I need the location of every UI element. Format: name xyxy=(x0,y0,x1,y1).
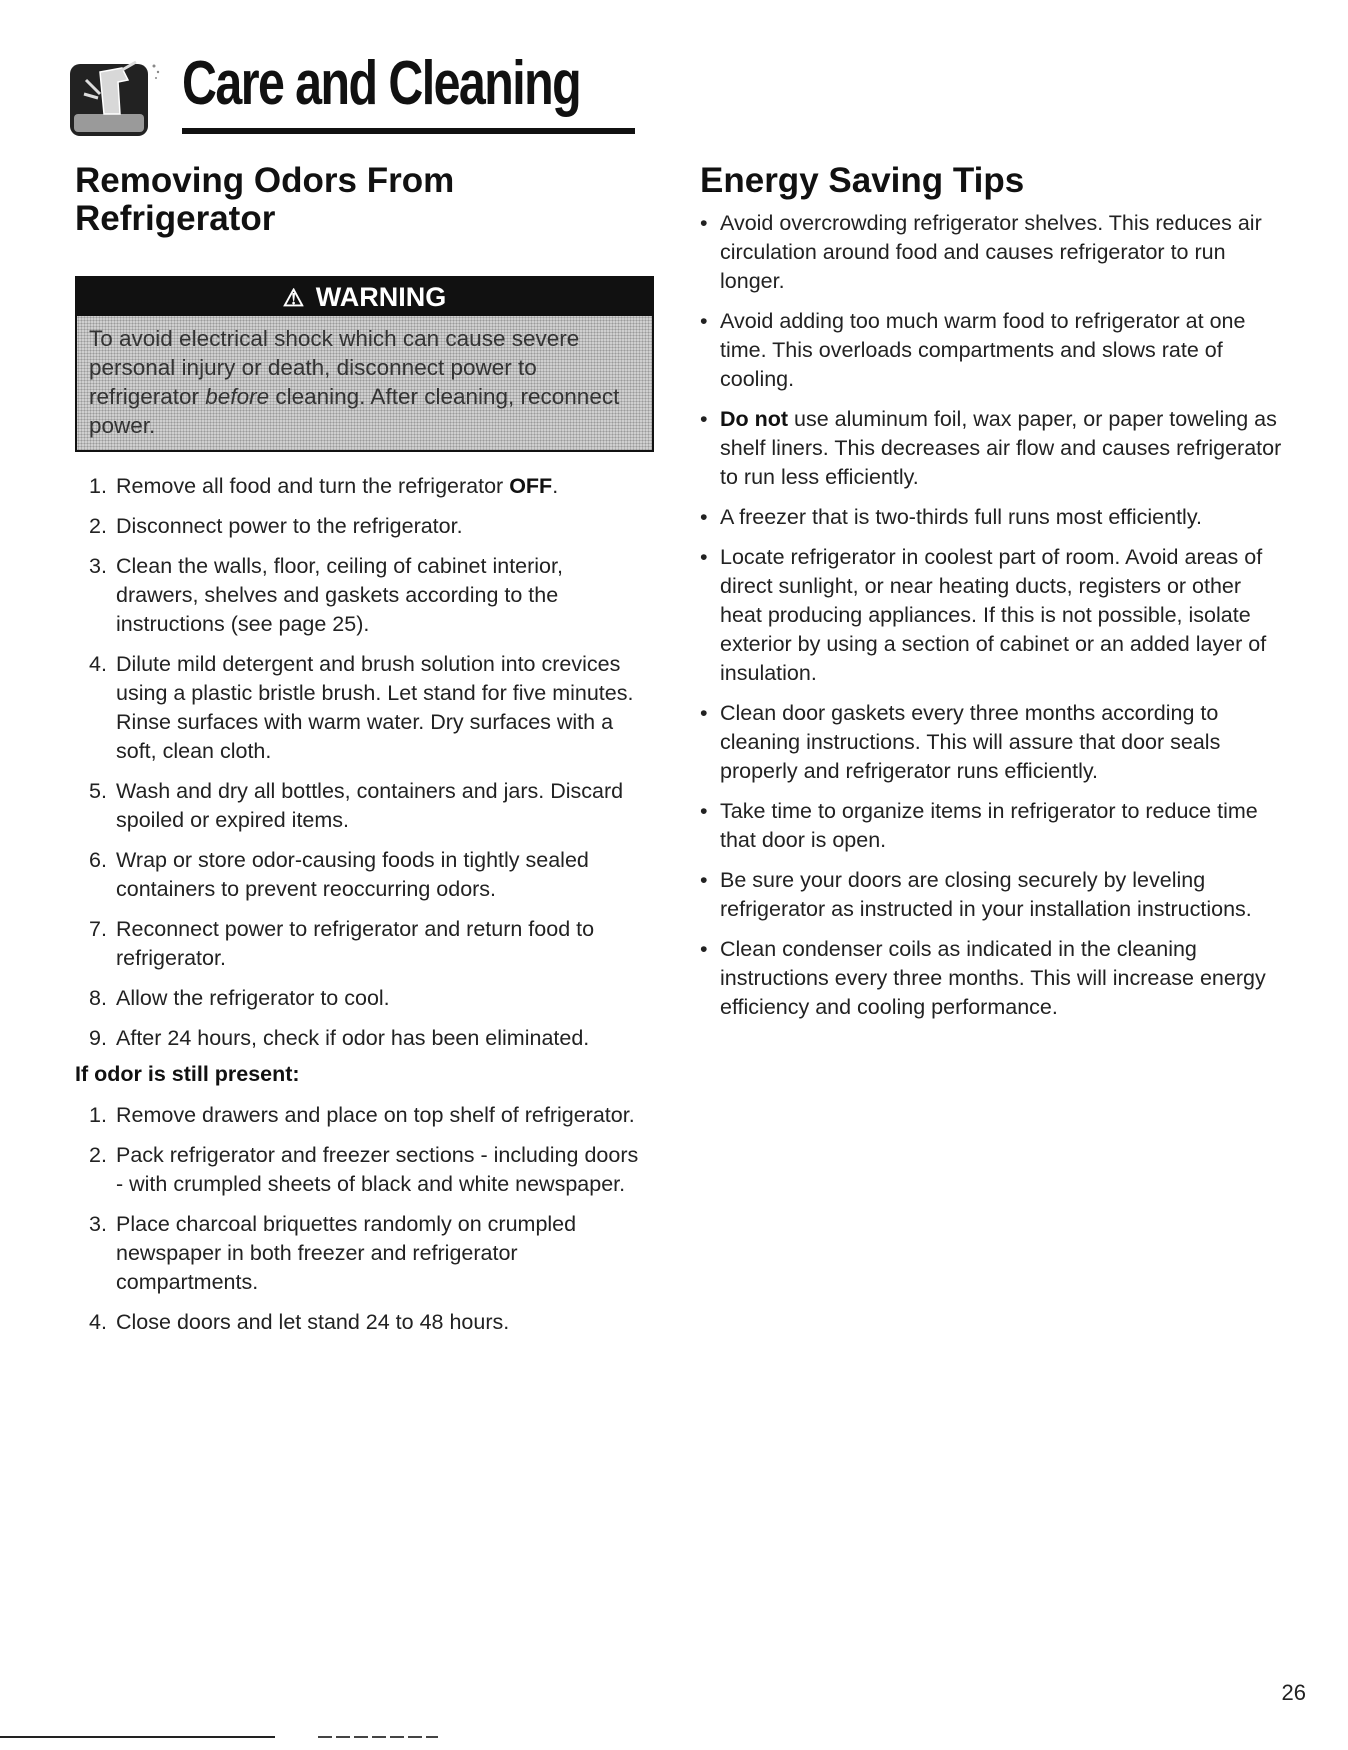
step-number: 1. xyxy=(89,1103,107,1127)
step-text: Dilute mild detergent and brush solution into crevices using a plastic bristle brush. Let stand for five minutes. Rinse surfaces with warm water. Dry surfaces with a soft, clean cloth. xyxy=(116,652,634,763)
tip-text: Clean door gaskets every three months according to cleaning instructions. This will assure that door seals properly and refrigerator runs efficiently. xyxy=(720,701,1221,783)
left-column xyxy=(75,162,650,1348)
warning-header xyxy=(77,278,652,316)
tip-text: Avoid adding too much warm food to refrigerator at one time. This overloads compartments and slows rate of cooling. xyxy=(720,309,1246,391)
tip-bold: Do not xyxy=(720,407,789,431)
bullet-icon: • xyxy=(700,545,708,569)
subheading-odor-present: If odor is still present: xyxy=(75,1062,300,1086)
list-item xyxy=(75,1308,650,1337)
step-number: 8. xyxy=(89,986,107,1010)
bullet-icon: • xyxy=(700,505,708,529)
energy-tips xyxy=(700,209,1285,1022)
bullet-icon: • xyxy=(700,701,708,725)
tip-text: A freezer that is two-thirds full runs most efficiently. xyxy=(720,505,1202,529)
list-item xyxy=(700,405,1285,492)
tip-text: Take time to organize items in refrigerator to reduce time that door is open. xyxy=(720,799,1258,852)
step-text: Remove drawers and place on top shelf of refrigerator. xyxy=(116,1103,635,1127)
list-item xyxy=(75,777,650,835)
warning-label: WARNING xyxy=(315,282,447,312)
tip-text: Be sure your doors are closing securely by leveling refrigerator as instructed in your installation instructions. xyxy=(720,868,1252,921)
warning-box xyxy=(75,276,654,452)
list-item xyxy=(75,1101,650,1130)
page-number: 26 xyxy=(1281,1680,1306,1705)
list-item xyxy=(700,307,1285,394)
step-number: 3. xyxy=(89,1212,107,1236)
step-text: Remove all food and turn the refrigerator xyxy=(116,474,510,498)
tip-text: Clean condenser coils as indicated in the cleaning instructions every three months. This will increase energy efficiency and cooling performance. xyxy=(720,937,1266,1019)
warning-triangle-icon: ⚠ xyxy=(282,285,305,312)
odor-steps xyxy=(75,1101,650,1337)
page-header xyxy=(70,49,635,136)
section-heading-odors: Removing Odors From Refrigerator xyxy=(75,161,455,238)
list-item xyxy=(75,1024,650,1053)
list-item xyxy=(75,1210,650,1297)
list-item xyxy=(700,866,1285,924)
step-text: Disconnect power to the refrigerator. xyxy=(116,514,463,538)
step-number: 5. xyxy=(89,779,107,803)
step-text: Allow the refrigerator to cool. xyxy=(116,986,390,1010)
list-item xyxy=(75,1141,650,1199)
warning-text-part: To avoid electrical shock which can cause severe personal injury or death, disconnect power to refrigerator xyxy=(89,326,580,409)
bullet-icon: • xyxy=(700,407,708,431)
page-title: Care and Cleaning xyxy=(182,49,581,118)
tip-text: Locate refrigerator in coolest part of room. Avoid areas of direct sunlight, or near heating ducts, registers or other heat producing appliances. If this is not possible, isolate exterior by using a section of cabinet or an added layer of insulation. xyxy=(720,545,1267,685)
step-bold: OFF xyxy=(509,474,553,498)
bullet-icon: • xyxy=(700,937,708,961)
bullet-icon: • xyxy=(700,799,708,823)
step-number: 9. xyxy=(89,1026,107,1050)
step-text: Reconnect power to refrigerator and return food to refrigerator. xyxy=(116,917,595,970)
step-number: 3. xyxy=(89,554,107,578)
list-item xyxy=(700,699,1285,786)
list-item xyxy=(700,503,1285,532)
list-item xyxy=(75,552,650,639)
step-text: Clean the walls, floor, ceiling of cabinet interior, drawers, shelves and gaskets according to the instructions (see page 25). xyxy=(116,554,563,636)
bullet-icon: • xyxy=(700,309,708,333)
footer-rule xyxy=(0,1736,275,1738)
step-text: . xyxy=(552,474,559,498)
list-item xyxy=(75,846,650,904)
step-number: 4. xyxy=(89,1310,107,1334)
list-item xyxy=(700,209,1285,296)
list-item xyxy=(700,935,1285,1022)
bullet-icon: • xyxy=(700,211,708,235)
step-text: After 24 hours, check if odor has been eliminated. xyxy=(116,1026,590,1050)
cleaning-steps xyxy=(75,472,650,1053)
list-item xyxy=(700,797,1285,855)
tip-text: use aluminum foil, wax paper, or paper toweling as shelf liners. This decreases air flow and causes refrigerator to run less efficiently. xyxy=(720,407,1282,489)
footer-dash xyxy=(318,1736,438,1738)
step-number: 1. xyxy=(89,474,107,498)
right-column xyxy=(700,162,1285,1033)
step-text: Pack refrigerator and freezer sections - including doors - with crumpled sheets of black and white newspaper. xyxy=(116,1143,639,1196)
title-underline xyxy=(182,128,635,134)
step-text: Close doors and let stand 24 to 48 hours. xyxy=(116,1310,510,1334)
step-number: 2. xyxy=(89,1143,107,1167)
list-item xyxy=(75,915,650,973)
step-number: 2. xyxy=(89,514,107,538)
warning-text-italic: before xyxy=(205,384,270,409)
warning-text xyxy=(77,316,652,450)
step-number: 7. xyxy=(89,917,107,941)
list-item xyxy=(75,650,650,766)
list-item xyxy=(75,984,650,1013)
cleaning-spray-icon xyxy=(70,58,162,138)
step-text: Wrap or store odor-causing foods in tightly sealed containers to prevent reoccurring odors. xyxy=(116,848,589,901)
step-text: Wash and dry all bottles, containers and jars. Discard spoiled or expired items. xyxy=(116,779,624,832)
step-number: 4. xyxy=(89,652,107,676)
tip-text: Avoid overcrowding refrigerator shelves. This reduces air circulation around food and causes refrigerator to run longer. xyxy=(720,211,1262,293)
list-item xyxy=(75,512,650,541)
step-text: Place charcoal briquettes randomly on crumpled newspaper in both freezer and refrigerator compartments. xyxy=(116,1212,577,1294)
step-number: 6. xyxy=(89,848,107,872)
section-heading-energy: Energy Saving Tips xyxy=(700,161,1025,200)
list-item xyxy=(75,472,650,501)
warning-text-part: cleaning. After cleaning, reconnect power. xyxy=(89,384,620,438)
list-item xyxy=(700,543,1285,688)
bullet-icon: • xyxy=(700,868,708,892)
